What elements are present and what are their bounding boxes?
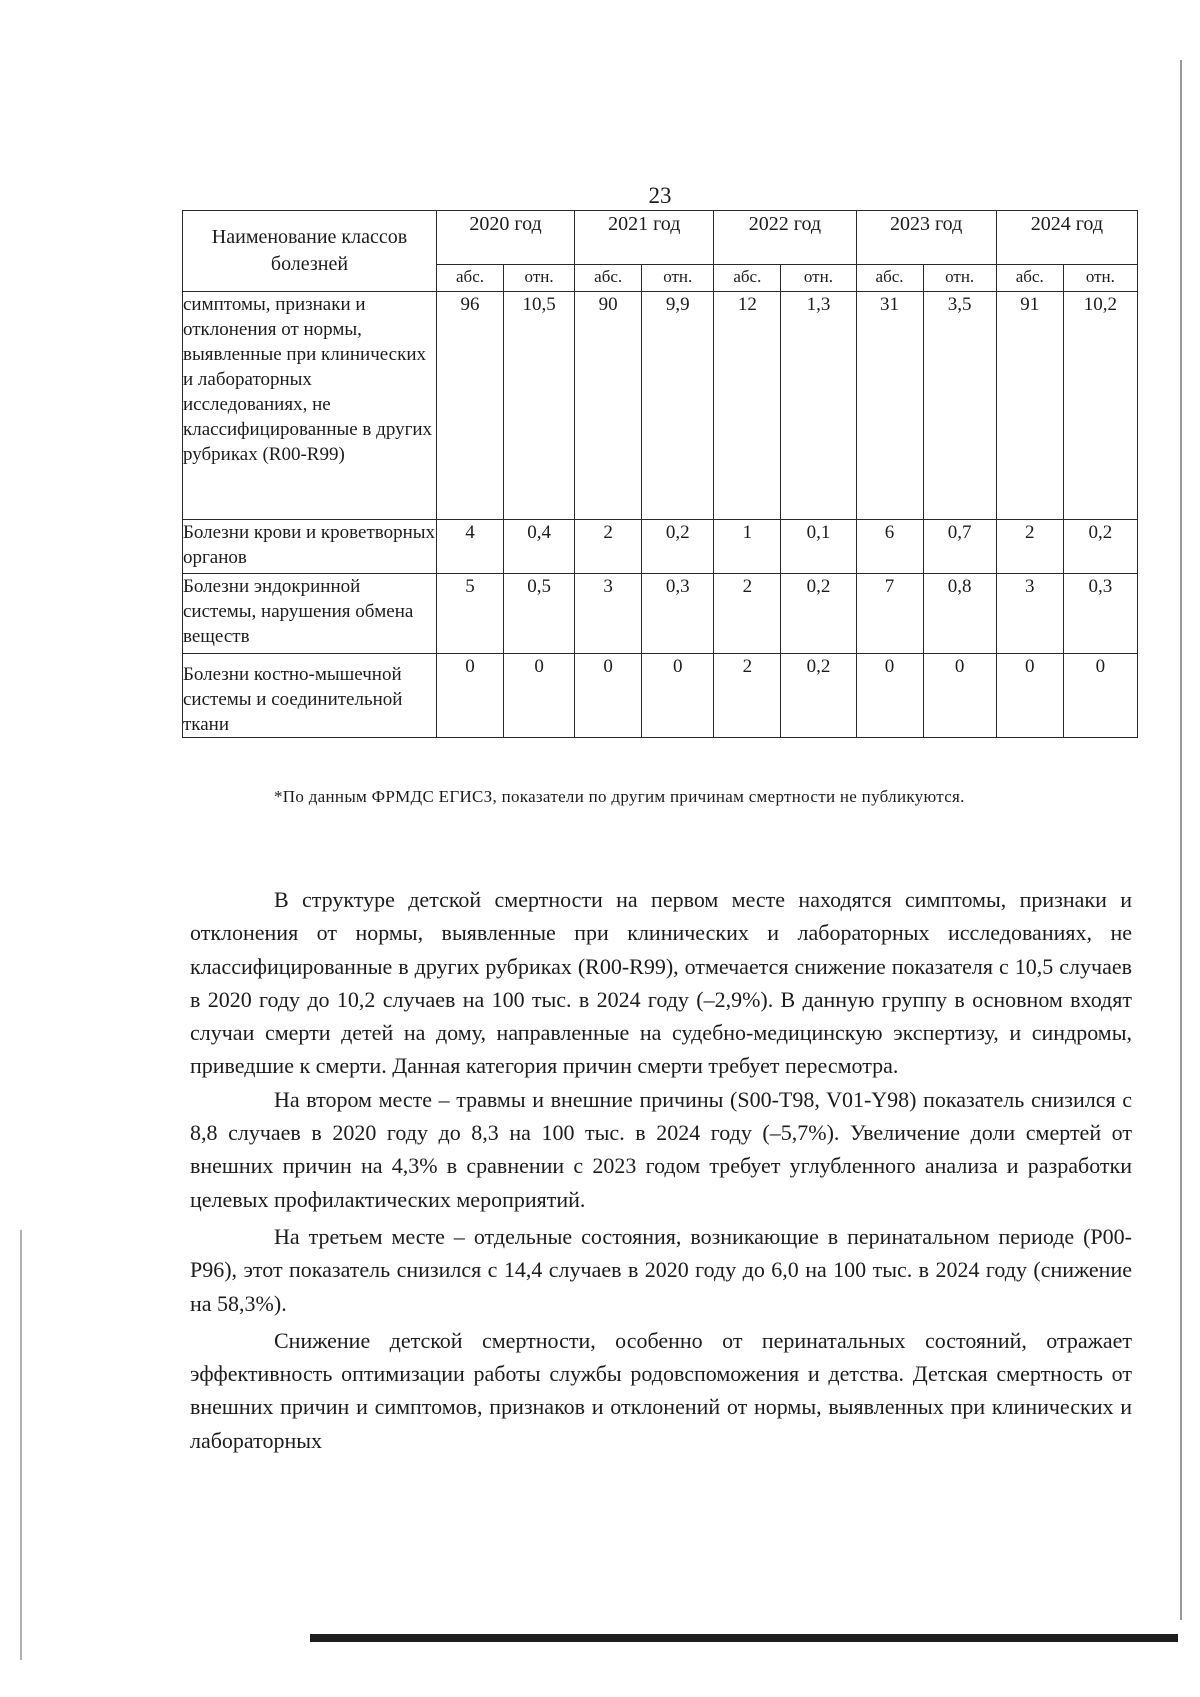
header-year: 2021 год bbox=[575, 211, 714, 265]
header-year: 2023 год bbox=[856, 211, 996, 265]
table-row bbox=[183, 654, 1138, 738]
value-rel: 0,2 bbox=[1063, 520, 1137, 574]
table-row bbox=[183, 520, 1138, 574]
value-rel: 10,2 bbox=[1063, 292, 1137, 520]
value-rel: 0,7 bbox=[923, 520, 996, 574]
header-rel: отн. bbox=[781, 265, 856, 292]
body-text bbox=[190, 883, 1132, 1457]
value-abs: 91 bbox=[996, 292, 1063, 520]
disease-class-name: Болезни эндокринной системы, нарушения обмена веществ bbox=[183, 574, 437, 654]
value-abs: 3 bbox=[575, 574, 642, 654]
value-abs: 6 bbox=[856, 520, 923, 574]
header-rel: отн. bbox=[1063, 265, 1137, 292]
value-abs: 0 bbox=[436, 654, 503, 738]
disease-class-name: Болезни крови и кроветворных органов bbox=[183, 520, 437, 574]
value-rel: 0 bbox=[642, 654, 714, 738]
value-rel: 10,5 bbox=[504, 292, 575, 520]
scan-edge-right bbox=[1180, 60, 1182, 1620]
value-rel: 0 bbox=[504, 654, 575, 738]
value-abs: 0 bbox=[575, 654, 642, 738]
value-abs: 2 bbox=[714, 574, 781, 654]
header-abs: абс. bbox=[436, 265, 503, 292]
header-abs: абс. bbox=[714, 265, 781, 292]
header-abs: абс. bbox=[996, 265, 1063, 292]
value-abs: 0 bbox=[996, 654, 1063, 738]
value-rel: 1,3 bbox=[781, 292, 856, 520]
value-abs: 12 bbox=[714, 292, 781, 520]
value-rel: 0 bbox=[1063, 654, 1137, 738]
value-rel: 0,2 bbox=[781, 574, 856, 654]
value-abs: 1 bbox=[714, 520, 781, 574]
mortality-table bbox=[182, 210, 1138, 738]
value-abs: 3 bbox=[996, 574, 1063, 654]
paragraph: На третьем месте – отдельные состояния, возникающие в перинатальном периоде (P00-P96), этот показатель снизился с 14,4 случаев в 2020 году до 6,0 на 100 тыс. в 2024 году (снижение на 58,3%). bbox=[190, 1223, 1132, 1316]
paragraph: В структуре детской смертности на первом месте находятся симптомы, признаки и отклонения от нормы, выявленные при клинических и лабораторных исследованиях, не классифицированные в других рубриках (R00-R99), отмечается снижение показателя с 10,5 случаев в 2020 году до 10,2 случаев на 100 тыс. в 2024 году (–2,9%). В данную группу в основном входят случаи смерти детей на дому, направленные на судебно-медицинскую экспертизу, и синдромы, приведшие к смерти. Данная категория причин смерти требует пересмотра. bbox=[190, 887, 1132, 1079]
value-rel: 0,4 bbox=[504, 520, 575, 574]
value-rel: 9,9 bbox=[642, 292, 714, 520]
header-abs: абс. bbox=[856, 265, 923, 292]
value-rel: 0,8 bbox=[923, 574, 996, 654]
value-abs: 7 bbox=[856, 574, 923, 654]
table-row bbox=[183, 292, 1138, 520]
header-rel: отн. bbox=[923, 265, 996, 292]
value-abs: 2 bbox=[714, 654, 781, 738]
value-abs: 4 bbox=[436, 520, 503, 574]
header-abs: абс. bbox=[575, 265, 642, 292]
value-abs: 2 bbox=[996, 520, 1063, 574]
header-rel: отн. bbox=[642, 265, 714, 292]
scan-edge-left bbox=[20, 1230, 22, 1660]
value-rel: 0,3 bbox=[642, 574, 714, 654]
value-abs: 90 bbox=[575, 292, 642, 520]
value-abs: 31 bbox=[856, 292, 923, 520]
disease-class-name: симптомы, признаки и отклонения от нормы, выявленные при клинических и лабораторных исследованиях, не классифицированные в других рубриках (R00-R99) bbox=[183, 292, 437, 520]
header-disease-class: Наименование классов болезней bbox=[183, 211, 437, 292]
value-rel: 0,1 bbox=[781, 520, 856, 574]
value-rel: 3,5 bbox=[923, 292, 996, 520]
value-abs: 0 bbox=[856, 654, 923, 738]
header-year: 2024 год bbox=[996, 211, 1137, 265]
table-row bbox=[183, 574, 1138, 654]
header-year: 2020 год bbox=[436, 211, 574, 265]
disease-class-name: Болезни костно-мышечной системы и соединительной ткани bbox=[183, 654, 437, 738]
value-abs: 5 bbox=[436, 574, 503, 654]
value-rel: 0,2 bbox=[781, 654, 856, 738]
value-rel: 0,5 bbox=[504, 574, 575, 654]
value-rel: 0,2 bbox=[642, 520, 714, 574]
header-rel: отн. bbox=[504, 265, 575, 292]
page-number: 23 bbox=[648, 183, 672, 208]
value-abs: 96 bbox=[436, 292, 503, 520]
paragraph: Снижение детской смертности, особенно от перинатальных состояний, отражает эффективность оптимизации работы службы родовспоможения и детства. Детская смертность от внешних причин и симптомов, признаков и отклонений от нормы, выявленных при клинических и лабораторных bbox=[190, 1327, 1132, 1453]
header-year: 2022 год bbox=[714, 211, 856, 265]
table-footnote: *По данным ФРМДС ЕГИСЗ, показатели по другим причинам смертности не публикуются. bbox=[274, 787, 965, 806]
value-rel: 0 bbox=[923, 654, 996, 738]
paragraph: На втором месте – травмы и внешние причины (S00-T98, V01-Y98) показатель снизился с 8,8 случаев в 2020 году до 8,3 на 100 тыс. в 2024 году (–5,7%). Увеличение доли смертей от внешних причин на 4,3% в сравнении с 2023 годом требует углубленного анализа и разработки целевых профилактических мероприятий. bbox=[190, 1086, 1132, 1212]
scan-bottom-bar bbox=[310, 1634, 1178, 1642]
value-abs: 2 bbox=[575, 520, 642, 574]
value-rel: 0,3 bbox=[1063, 574, 1137, 654]
